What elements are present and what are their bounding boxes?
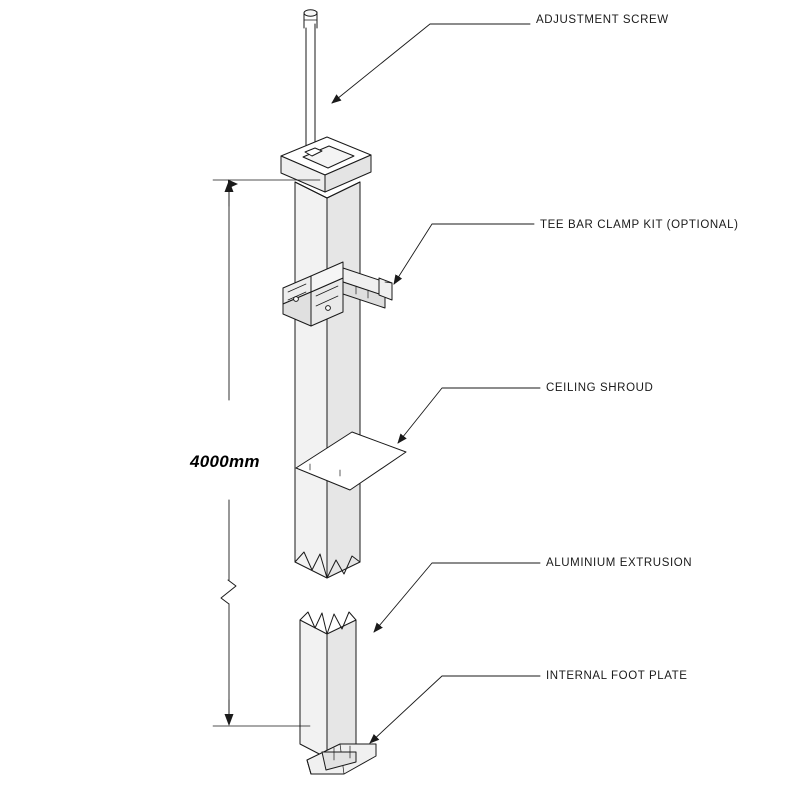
callout-label-tee-bar-clamp-kit: TEE BAR CLAMP KIT (OPTIONAL) bbox=[540, 219, 739, 231]
adjustment-screw-part bbox=[304, 10, 317, 146]
callout-label-adjustment-screw: ADJUSTMENT SCREW bbox=[536, 14, 669, 26]
dimension-break-symbol bbox=[221, 580, 236, 604]
dimension-label-total-height: 4000mm bbox=[190, 452, 260, 471]
callout-leaders bbox=[332, 24, 540, 743]
callout-label-ceiling-shroud: CEILING SHROUD bbox=[546, 382, 654, 394]
callout-label-aluminium-extrusion: ALUMINIUM EXTRUSION bbox=[546, 557, 693, 569]
aluminium-extrusion-upper bbox=[295, 182, 360, 578]
callout-label-internal-foot-plate: INTERNAL FOOT PLATE bbox=[546, 670, 688, 682]
aluminium-extrusion-lower bbox=[300, 612, 356, 758]
